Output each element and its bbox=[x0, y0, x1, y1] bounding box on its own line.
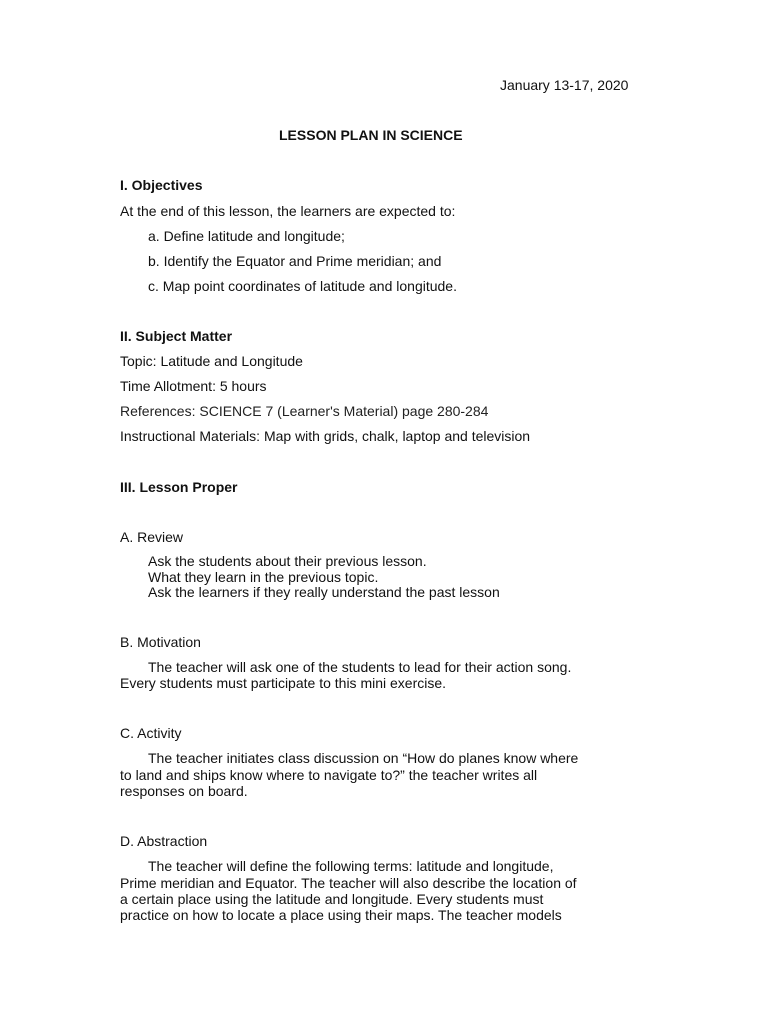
review-line: Ask the students about their previous lesson. bbox=[148, 553, 427, 569]
abstraction-line: The teacher will define the following terms: latitude and longitude, bbox=[148, 858, 554, 874]
abstraction-line: practice on how to locate a place using their maps. The teacher models bbox=[120, 907, 562, 923]
subject-matter-heading: II. Subject Matter bbox=[120, 328, 233, 344]
review-line: Ask the learners if they really understand the past lesson bbox=[148, 584, 500, 600]
activity-line: responses on board. bbox=[120, 783, 248, 799]
objective-item: c. Map point coordinates of latitude and longitude. bbox=[148, 278, 457, 294]
abstraction-heading: D. Abstraction bbox=[120, 833, 208, 849]
motivation-line: Every students must participate to this mini exercise. bbox=[120, 675, 447, 691]
references-line: References: SCIENCE 7 (Learner's Material) page 280-284 bbox=[120, 403, 489, 419]
materials-line: Instructional Materials: Map with grids, chalk, laptop and television bbox=[120, 428, 531, 444]
objectives-intro: At the end of this lesson, the learners are expected to: bbox=[120, 203, 456, 219]
lesson-proper-heading: III. Lesson Proper bbox=[120, 479, 238, 495]
abstraction-line: a certain place using the latitude and longitude. Every students must bbox=[120, 891, 544, 907]
time-allotment-line: Time Allotment: 5 hours bbox=[120, 378, 267, 394]
objectives-heading: I. Objectives bbox=[120, 177, 203, 193]
review-heading: A. Review bbox=[120, 529, 184, 545]
motivation-line: The teacher will ask one of the students to lead for their action song. bbox=[148, 659, 572, 675]
review-line: What they learn in the previous topic. bbox=[148, 569, 379, 585]
activity-heading: C. Activity bbox=[120, 725, 182, 741]
activity-line: The teacher initiates class discussion on “How do planes know where bbox=[148, 750, 579, 766]
topic-line: Topic: Latitude and Longitude bbox=[120, 353, 303, 369]
objective-item: b. Identify the Equator and Prime meridian; and bbox=[148, 253, 442, 269]
objective-item: a. Define latitude and longitude; bbox=[148, 228, 345, 244]
date-line: January 13-17, 2020 bbox=[500, 77, 629, 93]
motivation-heading: B. Motivation bbox=[120, 634, 201, 650]
document-title: LESSON PLAN IN SCIENCE bbox=[279, 127, 463, 143]
abstraction-line: Prime meridian and Equator. The teacher will also describe the location of bbox=[120, 875, 577, 891]
activity-line: to land and ships know where to navigate to?” the teacher writes all bbox=[120, 767, 538, 783]
